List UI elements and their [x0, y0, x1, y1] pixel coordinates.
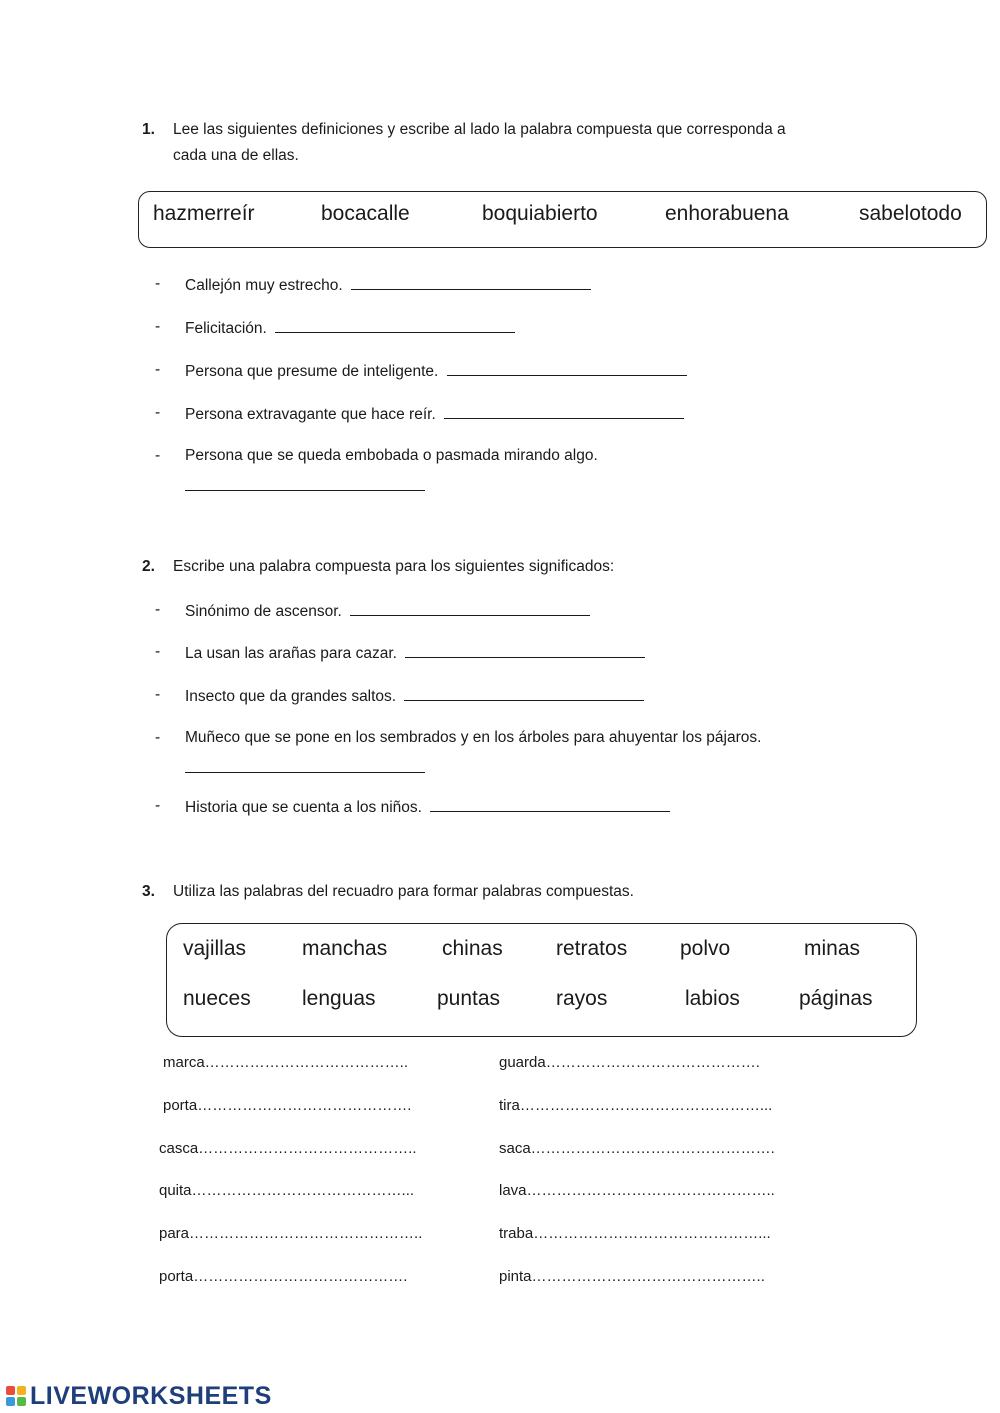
answer-blank[interactable] [275, 318, 515, 333]
question-text: La usan las arañas para cazar. [185, 645, 397, 662]
logo-square [17, 1386, 26, 1395]
prefix-answer-line[interactable]: para……………………………………….. [159, 1225, 423, 1242]
word-bank-1-item: hazmerreír [153, 202, 255, 225]
word-bank-2-item: lenguas [302, 987, 376, 1010]
logo-square [6, 1397, 15, 1406]
word-bank-2-item: páginas [799, 987, 873, 1010]
answer-blank[interactable] [185, 758, 425, 773]
logo-text: LIVEWORKSHEETS [30, 1381, 272, 1410]
list-dash: - [155, 643, 161, 660]
question-text: Insecto que da grandes saltos. [185, 688, 397, 705]
question-text: Historia que se cuenta a los niños. [185, 799, 422, 816]
question-row [185, 643, 645, 663]
answer-blank[interactable] [350, 601, 590, 616]
answer-blank[interactable] [185, 476, 425, 491]
word-bank-2-item: minas [804, 937, 861, 960]
list-dash: - [155, 729, 161, 746]
list-dash: - [155, 361, 161, 378]
answer-blank[interactable] [444, 404, 684, 419]
logo-squares-icon [6, 1386, 26, 1406]
word-bank-2-item: nueces [183, 987, 251, 1010]
section1-number: 1. [142, 121, 155, 138]
question-row [185, 361, 687, 381]
answer-blank[interactable] [404, 686, 644, 701]
answer-blank[interactable] [351, 275, 591, 290]
question-row [185, 686, 644, 706]
list-dash: - [155, 797, 161, 814]
answer-blank[interactable] [405, 643, 645, 658]
question-row [185, 797, 670, 817]
list-dash: - [155, 601, 161, 618]
prefix-answer-line[interactable]: saca…………………………………………. [499, 1140, 775, 1157]
question-row [185, 318, 515, 338]
question-row [185, 404, 684, 424]
list-dash: - [155, 318, 161, 335]
question-text: Persona que presume de inteligente. [185, 363, 439, 380]
prefix-answer-line[interactable]: tira…………………………………………... [499, 1097, 773, 1114]
question-text: Persona extravagante que hace reír. [185, 406, 436, 423]
word-bank-2-item: vajillas [183, 937, 247, 960]
word-bank-2-item: manchas [302, 937, 388, 960]
word-bank-2-item: chinas [442, 937, 503, 960]
answer-blank[interactable] [447, 361, 687, 376]
word-bank-2-item: polvo [680, 937, 731, 960]
section2-instruction: Escribe una palabra compuesta para los siguientes significados: [173, 558, 615, 575]
word-bank-1-item: enhorabuena [665, 202, 789, 225]
question-text: Muñeco que se pone en los sembrados y en los árboles para ahuyentar los pájaros. [185, 729, 762, 746]
question-row [185, 601, 590, 621]
list-dash: - [155, 404, 161, 421]
question-text: Felicitación. [185, 320, 267, 337]
word-bank-1-item: boquiabierto [482, 202, 598, 225]
word-bank-1-item: sabelotodo [859, 202, 962, 225]
section3-number: 3. [142, 883, 155, 900]
question-text: Persona que se queda embobada o pasmada mirando algo. [185, 447, 598, 464]
answer-blank[interactable] [430, 797, 670, 812]
prefix-answer-line[interactable]: pinta……………………………………….. [499, 1268, 765, 1285]
question-text: Sinónimo de ascensor. [185, 603, 342, 620]
liveworksheets-logo[interactable] [6, 1381, 272, 1411]
word-bank-1-item: bocacalle [321, 202, 410, 225]
section1-instruction-line2: cada una de ellas. [173, 147, 299, 164]
prefix-answer-line[interactable]: lava………………………………………….. [499, 1182, 775, 1199]
logo-square [17, 1397, 26, 1406]
section1-instruction-line1: Lee las siguientes definiciones y escribe al lado la palabra compuesta que corresponda a [173, 121, 786, 138]
prefix-answer-line[interactable]: porta……………………………………. [163, 1097, 412, 1114]
prefix-answer-line[interactable]: porta……………………………………. [159, 1268, 408, 1285]
word-bank-2-item: retratos [556, 937, 628, 960]
section3-instruction: Utiliza las palabras del recuadro para formar palabras compuestas. [173, 883, 634, 900]
prefix-answer-line[interactable]: casca…………………………………….. [159, 1140, 417, 1157]
word-bank-2-item: rayos [556, 987, 608, 1010]
word-bank-2-item: labios [685, 987, 740, 1010]
question-row [185, 275, 591, 295]
prefix-answer-line[interactable]: quita……………………………………... [159, 1182, 415, 1199]
prefix-answer-line[interactable]: traba………………………………………... [499, 1225, 771, 1242]
word-bank-2-item: puntas [437, 987, 501, 1010]
list-dash: - [155, 275, 161, 292]
list-dash: - [155, 686, 161, 703]
question-text: Callejón muy estrecho. [185, 277, 343, 294]
section2-number: 2. [142, 558, 155, 575]
logo-square [6, 1386, 15, 1395]
prefix-answer-line[interactable]: marca………………………………….. [163, 1054, 409, 1071]
list-dash: - [155, 447, 161, 464]
prefix-answer-line[interactable]: guarda……………………………………. [499, 1054, 760, 1071]
